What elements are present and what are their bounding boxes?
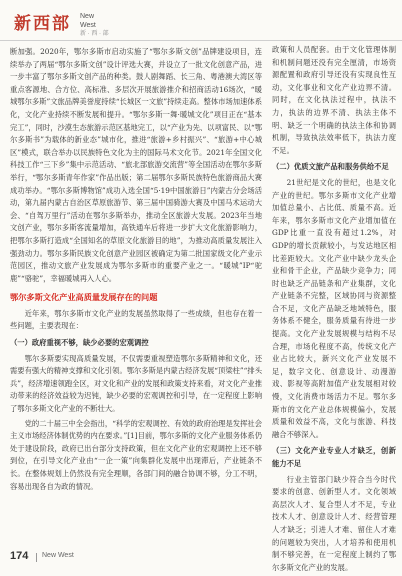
subsection-heading: （一）政府重视不够，缺少必要的宏观调控 xyxy=(10,338,149,348)
paragraph: 鄂尔多斯要实现高质量发展，不仅需要重视塑造鄂尔多斯精神和文化，还需要有强大的精神支撑和文化引领。鄂尔多斯是内蒙古经济发展“顶梁柱”“排头兵”，经济增速领跑全区，对文化和产业的发展和政策支持来看，对文化产业推动带来的经济效益较为迟钝，缺少必要的宏观调控和引导，在一定程度上影响了鄂尔多斯文化产业的不断壮大。 xyxy=(10,353,262,414)
section-heading: 鄂尔多斯文化产业高质量发展存在的问题 xyxy=(10,292,158,303)
subsection-heading: （三）文化产业专业人才缺乏，创新能力不足 xyxy=(272,446,396,468)
footer-brand: New West xyxy=(42,552,74,559)
paragraph: 21世纪是文化的世纪，也是文化产业的世纪。鄂尔多斯市文化产业增加值总量小、占比低、质量不高。近年来，鄂尔多斯市文化产业增加值在GDP比重一直没有超过1.2%，对GDP的增长贡献较小，与发达地区相比差距较大。文化产业中缺少龙头企业和骨干企业，产品缺少竞争力；同时也缺乏产品链条和产业集群，文化产业链条不完整，区域协同与资源整合不足，文化产品缺乏地域特色，服务体系不健全，服务质量有待进一步提高。文化产业发展规模与结构不尽合理，市场化程度不高，传统文化产业占比较大，新兴文化产业发展不足，数字文化、创意设计、动漫游戏、影视等高附加值产业发展相对较慢，文化消费市场活力不足。鄂尔多斯市的文化产业总体规模偏小，发展质量和效益不高，文化与旅游、科技融合不够深入。 xyxy=(272,177,396,439)
page-number: 174 xyxy=(10,550,29,562)
magazine-logo: 新西部 xyxy=(14,14,71,34)
right-column xyxy=(272,44,396,576)
left-column xyxy=(10,46,262,495)
paragraph: 行业主管部门缺少符合当今时代要求的创意、创新型人才。文化领域高层次人才、复合型人才不足，专业技术人才、创意设计人才、经营管理人才缺乏；引进人才难、留住人才难的问题较为突出，人才培养和使用机制不够完善，在一定程度上制约了鄂尔多斯文化产业的发展。 xyxy=(272,474,396,572)
footer-divider xyxy=(36,553,37,562)
page-footer xyxy=(0,548,402,568)
brand-chinese: 新 · 西 · 部 xyxy=(80,31,109,37)
subsection-heading: （二）优质文旅产品和服务供给不足 xyxy=(272,162,389,172)
paragraph: 党的二十届三中全会指出，“科学的宏观调控、有效的政府治理是发挥社会主义市场经济体制优势的内在要求。”[1]目前，鄂尔多斯的文化产业服务体系仍处于建设阶段，政府已出台部分支持政策，但在文化产业的宏观调控上还不够到位，在引导文化产业由“一企一策”向集群化发展中出现滞后，产业链条不长。在整体规划上仍然没有完全理顺，各部门间的融合协调不够，分工不明，容易出现各自为政的情况。 xyxy=(10,418,262,491)
paragraph: 近年来，鄂尔多斯市文化产业的发展虽然取得了一些成绩，但也存在着一些问题，主要表现在： xyxy=(10,308,262,331)
brand-english: New West xyxy=(80,13,96,29)
page-header xyxy=(0,0,402,41)
paragraph: 政策和人员配套。由于文化管理体制和机制问题还没有完全厘清，市场资源配置和政府引导还没有实现良性互动，文化事业和文化产业边界不清。同时，在文化执法过程中，执法不力，执法的边界不清、执法主体不明、缺乏一个明确的执法主体和协调机制，导致执法效率低下，执法力度不足。 xyxy=(272,45,396,155)
paragraph: 断加强。2020年，鄂尔多斯市启动实施了“鄂尔多斯文创”品牌建设项目，连续举办了两届“鄂尔多斯文创”设计评选大赛，并设立了一批文化创意产品，进一步丰富了鄂尔多斯文创产品的种类。鼓人剧舞蹈、长三角、粤港澳大湾区等重点客源地、合方位、高标准、多层次开展旅游推介和招商活动16场次，“暖城鄂尔多斯”文旅品牌美誉度持续“长城区一文旅”持续走高。整体市场加速体系化，文化产业持续不断发展和提升。“鄂尔多斯一舞·暖城文化”项目正在“基本完工”，同时，沙漠生态旅游示范区基地完工，以“产业为先、以项富民、以“鄂尔多斯书”为载体的新业态”城市化，推进“旅游+乡村振兴”、“旅游+中心城区”模式，联合举办以民族特色文化为主的国际马术文化节。2021年全国文化科技工作“三下乡”集中示范活动、“旅北部旅游交流营”等全国活动在鄂尔多斯举行，“鄂尔多斯青年作家”作品出版；第二届鄂尔多斯民族特色旅游商品大赛成功举办。“鄂尔多斯博物馆”成功入选全国“5·19中国旅游日”内蒙古分会场活动，第九届内蒙古自治区草原旅游节、第三届中国骑游大赛及中国马术运动大会、“自驾万里行”活动在鄂尔多斯举办，推动全区旅游大发展。2023年当地文创产业，鄂尔多斯客流量增加，高铁通车后将进一步扩大文化旅游影响力，把鄂尔多斯打造成“全国知名的草原文化旅游目的地”，为推动高质量发展注入强劲动力。鄂尔多斯民族文化创意产业园区被确定为第二批国家级文化产业示范园区，推动文旅产业发展成为鄂尔多斯市的重要产业之一。“暖城”IP“驼鹿”“骆驼”，幸福暖城再入人心。 xyxy=(10,47,262,283)
magazine-brand xyxy=(80,12,110,39)
